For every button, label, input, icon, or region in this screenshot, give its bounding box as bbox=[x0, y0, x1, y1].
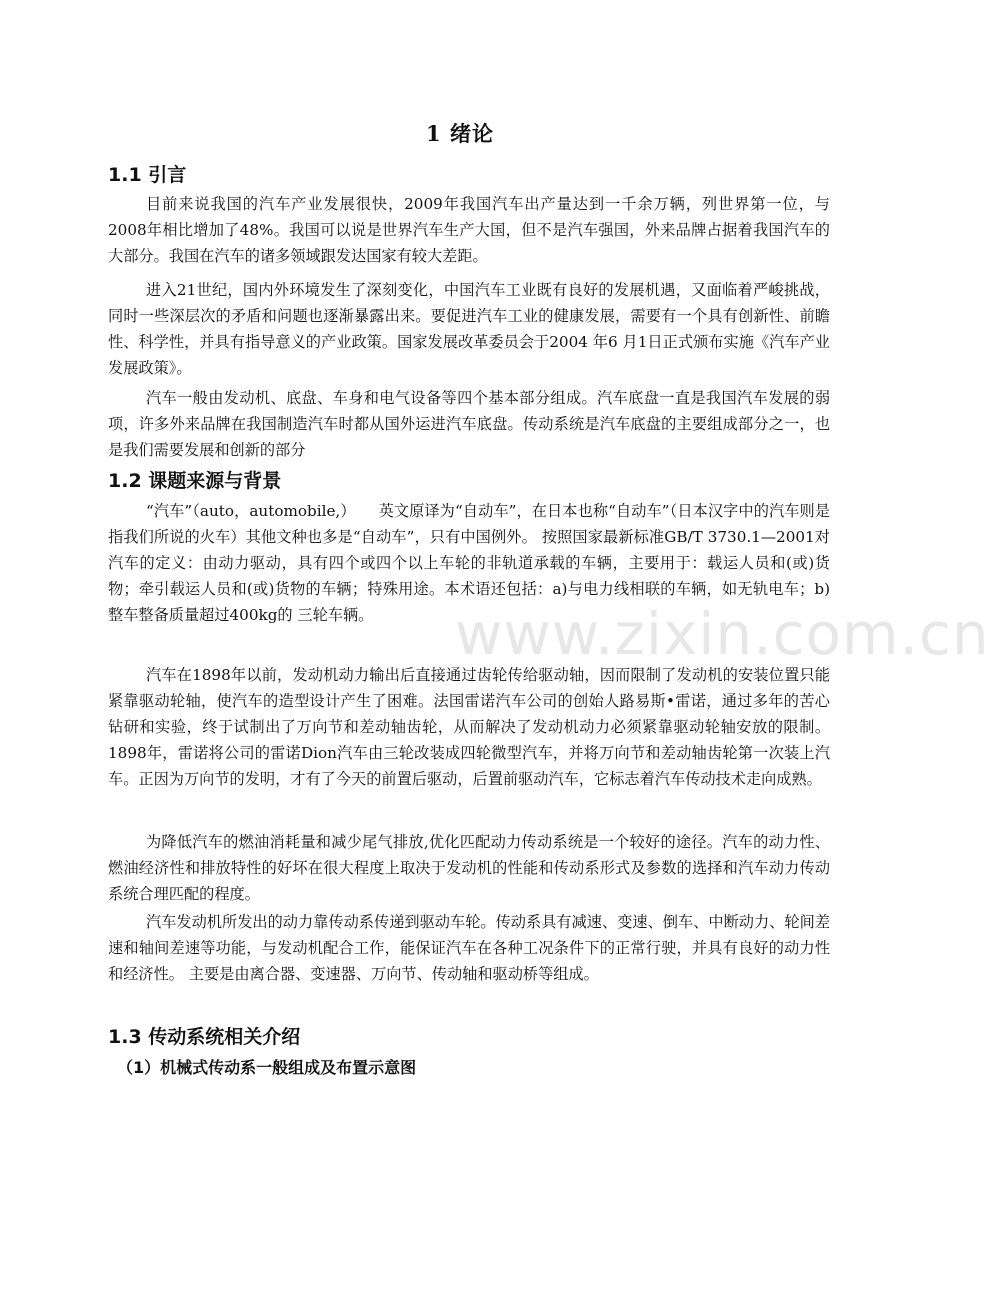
chapter-title: 1 绪论 bbox=[426, 121, 494, 146]
section-heading-1-1: 1.1 引言 bbox=[108, 164, 187, 186]
paragraph: “汽车”（auto，automobile,） 英文原译为“自动车”，在日本也称“自动车”（日本汉字中的汽车则是指我们所说的火车）其他文种也多是“自动车”，只有中国例外。 按照国家最新标准GB/T 3730.1—2001对汽车的定义：由动力驱动，具有四个或四个以上车轮的非轨道承载的车辆，主要用于：载运人员和(或)货物；牵引载运人员和(或)货物的车辆；特殊用途。本术语还包括：a)与电力线相联的车辆，如无轨电车；b)整车整备质量超过400kg的 三轮车辆。 bbox=[108, 502, 830, 624]
section-heading-1-3: 1.3 传动系统相关介绍 bbox=[108, 1026, 301, 1048]
watermark-text: www.zixin.com.cn bbox=[455, 600, 990, 668]
paragraph: 进入21世纪，国内外环境发生了深刻变化，中国汽车工业既有良好的发展机遇，又面临着严峻挑战，同时一些深层次的矛盾和问题也逐渐暴露出来。要促进汽车工业的健康发展，需要有一个具有创新性、前瞻性、科学性，并具有指导意义的产业政策。国家发展改革委员会于2004 年6 月1日正式颁布实施《汽车产业发展政策》。 bbox=[108, 281, 830, 377]
paragraph: 目前来说我国的汽车产业发展很快，2009年我国汽车出产量达到一千余万辆，列世界第一位，与2008年相比增加了48%。我国可以说是世界汽车生产大国，但不是汽车强国，外来品牌占据着我国汽车的大部分。我国在汽车的诸多领域跟发达国家有较大差距。 bbox=[108, 195, 830, 265]
paragraph: 为降低汽车的燃油消耗量和减少尾气排放,优化匹配动力传动系统是一个较好的途径。汽车的动力性、燃油经济性和排放特性的好坏在很大程度上取决于发动机的性能和传动系形式及参数的选择和汽车动力传动系统合理匹配的程度。 bbox=[108, 833, 830, 903]
paragraph: 汽车发动机所发出的动力靠传动系传递到驱动车轮。传动系具有减速、变速、倒车、中断动力、轮间差速和轴间差速等功能，与发动机配合工作，能保证汽车在各种工况条件下的正常行驶，并具有良好的动力性和经济性。 主要是由离合器、变速器、万向节、传动轴和驱动桥等组成。 bbox=[108, 913, 830, 983]
section-heading-1-2: 1.2 课题来源与背景 bbox=[108, 470, 282, 492]
paragraph: 汽车在1898年以前，发动机动力输出后直接通过齿轮传给驱动轴，因而限制了发动机的安装位置只能紧靠驱动轮轴，使汽车的造型设计产生了困难。法国雷诺汽车公司的创始人路易斯•雷诺，通过多年的苦心钻研和实验，终于试制出了万向节和差动轴齿轮，从而解决了发动机动力必须紧靠驱动轮轴安放的限制。1898年，雷诺将公司的雷诺Dion汽车由三轮改装成四轮微型汽车，并将万向节和差动轴齿轮第一次装上汽车。正因为万向节的发明，才有了今天的前置后驱动，后置前驱动汽车，它标志着汽车传动技术走向成熟。 bbox=[108, 666, 830, 788]
subsection-heading: （1）机械式传动系一般组成及布置示意图 bbox=[117, 1058, 417, 1077]
paragraph: 汽车一般由发动机、底盘、车身和电气设备等四个基本部分组成。汽车底盘一直是我国汽车发展的弱项，许多外来品牌在我国制造汽车时都从国外运进汽车底盘。传动系统是汽车底盘的主要组成部分之一，也是我们需要发展和创新的部分 bbox=[108, 389, 830, 459]
